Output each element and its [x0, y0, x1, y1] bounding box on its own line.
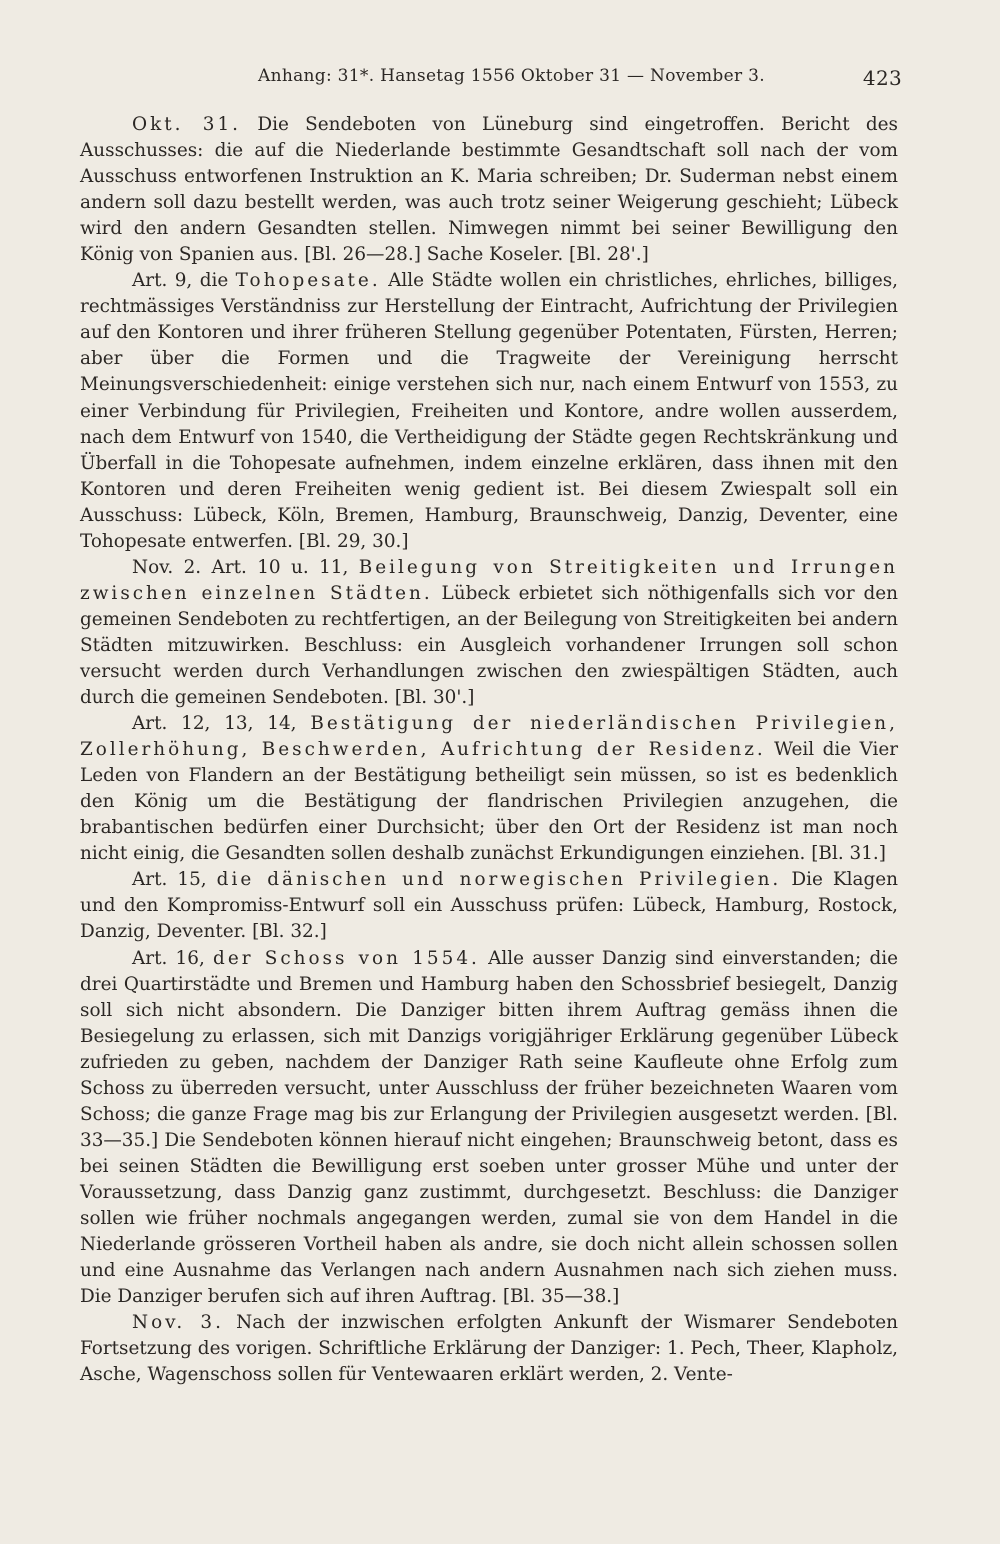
paragraph-text: Nach der inzwischen erfolgten Ankunft der Wismarer Sendeboten Fortsetzung des vorigen. Schriftliche Erklärung der Danziger: 1. Pech, Theer, Klapholz, Asche, Wagenschoss sollen für Ventewaaren erklärt werden, 2. Vente-	[80, 1312, 899, 1386]
article-topic: Beilegung von Streitigkeiten und Irrungen zwischen einzelnen Städten.	[80, 556, 898, 604]
article-label: Art. 12, 13, 14,	[132, 713, 311, 735]
paragraph-text: Weil die Vier Leden von Flandern an der Bestätigung betheiligt sein müssen, so ist es bedenklich den König um die Bestätigung der flandrischen Privilegien anzugehen, die brabantischen bedürfen einer Durchsicht; über den Ort der Residenz ist man noch nicht einig, die Gesandten sollen deshalb zunächst Erkundigungen einziehen. [Bl. 31.]	[80, 739, 899, 865]
page-number: 423	[862, 66, 902, 90]
article-label: Art. 15,	[132, 869, 217, 891]
paragraph-text: Alle Städte wollen ein christliches, ehrliches, billiges, rechtmässiges Verständniss zur Herstellung der Eintracht, Aufrichtung der Privilegien auf den Kontoren und ihrer früheren Stellung gegenüber Potentaten, Fürsten, Herren; aber über die Formen und die Tragweite der Vereinigung herrscht Meinungsverschiedenheit: einige verstehen sich nur, nach einem Entwurf von 1553, zu einer Verbindung für Privilegien, Freiheiten und Kontore, andre wollen ausserdem, nach dem Entwurf von 1540, die Vertheidigung der Städte gegen Rechtskränkung und Überfall in die Tohopesate aufnehmen, indem einzelne erklären, dass ihnen mit den Kontoren und deren Freiheiten wenig gedient ist. Bei diesem Zwiespalt soll ein Ausschuss: Lübeck, Köln, Bremen, Hamburg, Braunschweig, Danzig, Deventer, eine Tohopesate entwerfen. [Bl. 29, 30.]	[80, 270, 898, 552]
article-topic: der Schoss von 1554.	[213, 947, 480, 969]
paragraph-nov-3	[80, 1310, 898, 1388]
paragraph-okt-31	[80, 112, 898, 268]
article-topic: Bestätigung der niederländischen Privilegien, Zollerhöhung, Beschwerden, Aufrichtung der Residenz.	[80, 713, 898, 761]
article-label: Nov. 2. Art. 10 u. 11,	[132, 556, 359, 578]
paragraph-text: Die Klagen und den Kompromiss-Entwurf soll ein Ausschuss prüfen: Lübeck, Hamburg, Rostock, Danzig, Deventer. [Bl. 32.]	[80, 869, 898, 943]
article-label: Art. 16,	[132, 947, 214, 969]
running-header	[80, 66, 902, 94]
date-label: Okt. 31.	[132, 114, 242, 135]
paragraph-text: Alle ausser Danzig sind einverstanden; die drei Quartirstädte und Bremen und Hamburg haben den Schossbrief besiegelt, Danzig soll sich nicht absondern. Die Danziger bitten ihrem Auftrag gemäss ihnen die Besiegelung zu erlassen, sich mit Danzigs vorigjähriger Erklärung gegenüber Lübeck zufrieden zu geben, nachdem der Danziger Rath seine Kaufleute ohne Erfolg zum Schoss zu überreden versucht, unter Ausschluss der früher bezeichneten Waaren vom Schoss; die ganze Frage mag bis zur Erlangung der Privilegien ausgesetzt werden. [Bl. 33—35.] Die Sendeboten können hierauf nicht eingehen; Braunschweig betont, dass es bei seinen Städten die Bewilligung erst soeben unter grosser Mühe und unter der Voraussetzung, dass Danzig ganz zustimmt, durchgesetzt. Beschluss: die Danziger sollen wie früher nochmals angegangen werden, zumal sie von dem Handel in die Niederlande grösseren Vortheil haben als andre, sie doch nicht allein schossen sollen und eine Ausnahme das Verlangen nach andern Ausnahmen nach sich ziehen muss. Die Danziger berufen sich auf ihren Auftrag. [Bl. 35—38.]	[80, 947, 898, 1308]
article-topic: die dänischen und norwegischen Privilegien.	[216, 869, 782, 891]
date-label: Nov. 3.	[132, 1312, 224, 1334]
paragraph-art-16	[80, 946, 898, 1311]
paragraph-text: Lübeck erbietet sich nöthigenfalls sich vor den gemeinen Sendeboten zu rechtfertigen, an der Beilegung von Streitigkeiten bei andern Städten mitzuwirken. Beschluss: ein Ausgleich vorhandener Irrungen soll schon versucht werden durch Verhandlungen zwischen den zwiespältigen Städten, auch durch die gemeinen Sendeboten. [Bl. 30'.]	[80, 582, 898, 709]
paragraph-art-10-11	[80, 555, 898, 711]
article-label: Art. 9, die	[132, 270, 236, 292]
running-title: Anhang: 31*. Hansetag 1556 Oktober 31 — November 3.	[258, 66, 765, 86]
body-text	[80, 112, 898, 1388]
article-topic: Tohopesate.	[235, 270, 381, 292]
paragraph-art-12-14	[80, 711, 898, 867]
paragraph-text: Die Sendeboten von Lüneburg sind eingetroffen. Bericht des Ausschusses: die auf die Niederlande bestimmte Gesandtschaft soll nach der vom Ausschuss entworfenen Instruktion an K. Maria schreiben; Dr. Suderman nebst einem andern soll dazu bestellt werden, was auch trotz seiner Weigerung geschieht; Lübeck wird den andern Gesandten stellen. Nimwegen nimmt bei seiner Bewilligung den König von Spanien aus. [Bl. 26—28.] Sache Koseler. [Bl. 28'.]	[80, 114, 898, 266]
paragraph-art-9	[80, 268, 898, 555]
paragraph-art-15	[80, 867, 898, 945]
